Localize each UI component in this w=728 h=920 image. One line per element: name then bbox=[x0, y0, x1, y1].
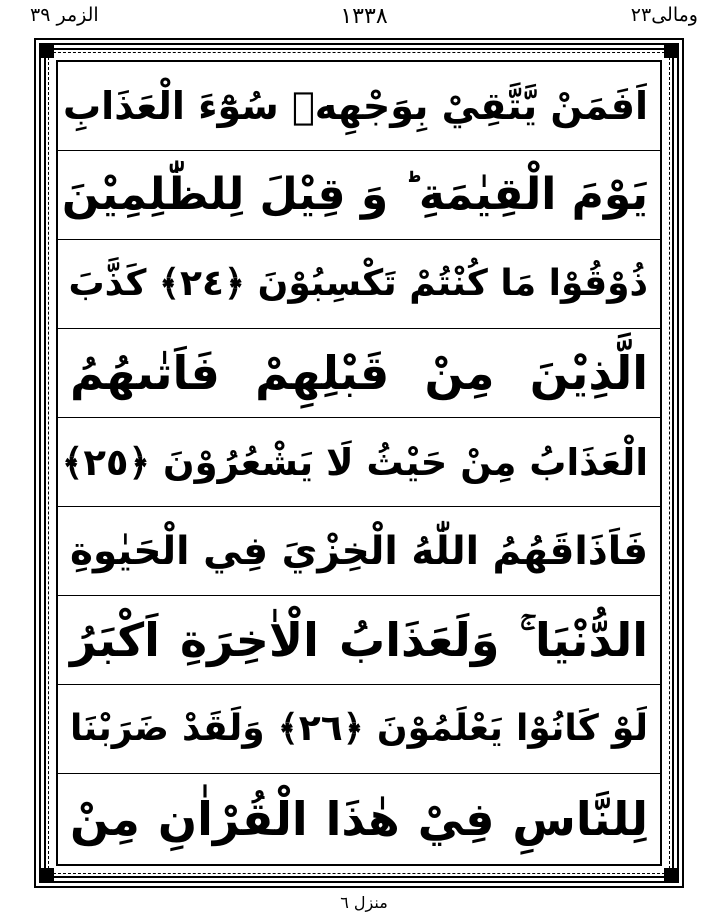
decorative-border bbox=[34, 38, 684, 888]
corner-ornament bbox=[40, 44, 54, 58]
verse-line-8 bbox=[58, 685, 660, 774]
verse-line-2 bbox=[58, 151, 660, 240]
verse-line-text: يَوْمَ الْقِيٰمَةِ ؕ وَ قِيْلَ لِلظّٰلِمِيْنَ bbox=[61, 169, 648, 220]
verse-line-text: الَّذِيْنَ مِنْ قَبْلِهِمْ فَاَتٰىهُمُ bbox=[70, 346, 648, 400]
corner-ornament bbox=[664, 44, 678, 58]
verse-line-7 bbox=[58, 596, 660, 685]
manzil-label: منزل ٦ bbox=[340, 893, 388, 912]
verse-line-9 bbox=[58, 774, 660, 863]
verse-line-text: الْعَذَابُ مِنْ حَيْثُ لَا يَشْعُرُوْنَ ﴿٢٥﴾ bbox=[61, 440, 648, 484]
juz-name-label: ومالی٢٣ bbox=[630, 4, 698, 26]
verse-line-text: لَوْ كَانُوْا يَعْلَمُوْنَ ﴿٢٦﴾ وَلَقَدْ ضَرَبْنَا bbox=[70, 708, 648, 749]
verse-line-text: لِلنَّاسِ فِيْ هٰذَا الْقُرْاٰنِ مِنْ bbox=[70, 791, 648, 846]
page-header bbox=[30, 4, 698, 34]
verse-line-text: فَاَذَاقَهُمُ اللّٰهُ الْخِزْيَ فِي الْحَيٰوةِ bbox=[70, 528, 648, 574]
verse-line-text: ذُوْقُوْا مَا كُنْتُمْ تَكْسِبُوْنَ ﴿٢٤﴾ كَذَّبَ bbox=[68, 263, 648, 304]
page-number: ١٣٣٨ bbox=[340, 4, 388, 29]
verse-line-text: اَفَمَنْ يَّتَّقِيْ بِوَجْهِهٖ سُوْٓءَ الْعَذَابِ bbox=[62, 84, 648, 128]
corner-ornament bbox=[664, 868, 678, 882]
verse-line-6 bbox=[58, 507, 660, 596]
verse-line-3 bbox=[58, 240, 660, 329]
text-area bbox=[56, 60, 662, 866]
verse-line-5 bbox=[58, 418, 660, 507]
corner-ornament bbox=[40, 868, 54, 882]
verse-line-1 bbox=[58, 62, 660, 151]
surah-name-label: الزمر ٣٩ bbox=[30, 4, 99, 26]
verse-line-text: الدُّنْيَا ۚ وَلَعَذَابُ الْاٰخِرَةِ اَكْبَرُ bbox=[70, 613, 648, 667]
verse-line-4 bbox=[58, 329, 660, 418]
